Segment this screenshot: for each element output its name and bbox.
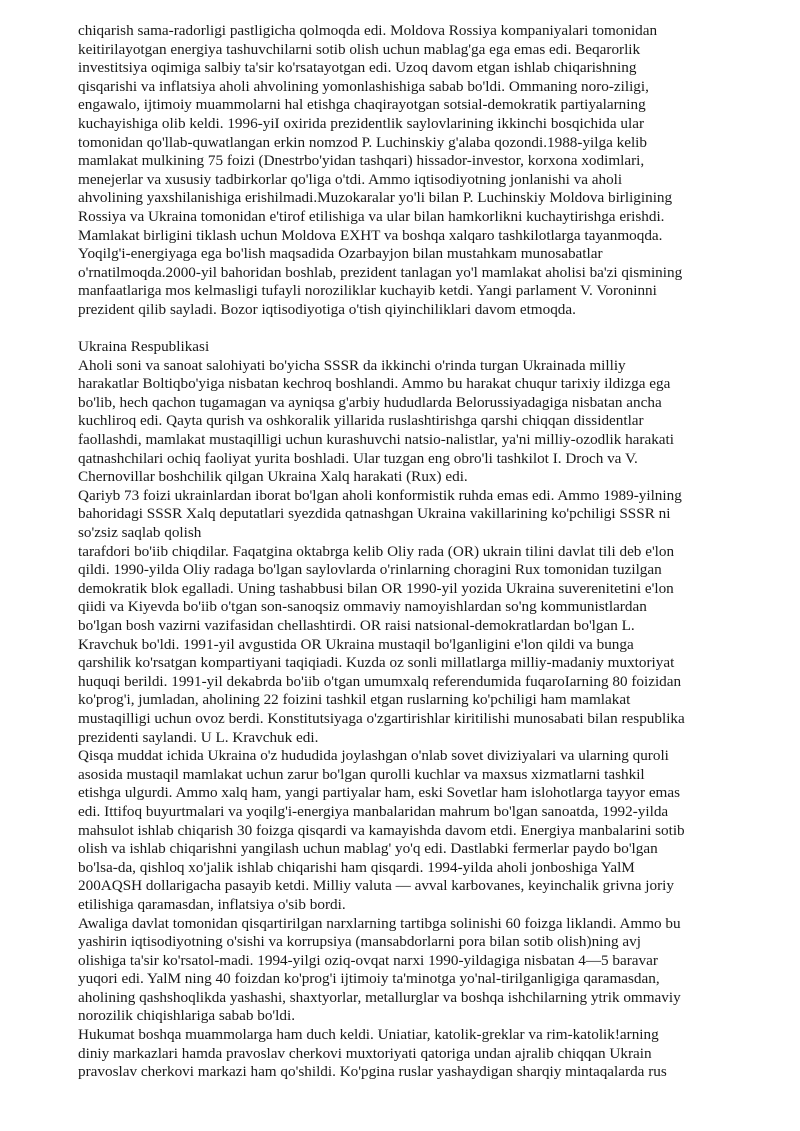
text-line: aholining qashshoqlikda yashashi, shaxtyorlar, metallurglar va boshqa ishchilarning ytrik ommaviy <box>78 988 681 1006</box>
text-line: olishiga ta'sir ko'rsatol-madi. 1994-yilgi oziq-ovqat narxi 1990-yildagiga nisbatan 4—5 baravar <box>78 951 658 969</box>
text-line: kuchliroq edi. Qayta qurish va oshkoralik yillarida ruslashtirishga qarshi chiqqan dissidentlar <box>78 412 644 430</box>
text-line: prezidenti saylandi. U L. Kravchuk edi. <box>78 728 319 746</box>
text-line: kuchayishiga olib keldi. 1996-yiI oxirida prezidentlik saylovlarining ikkinchi bosqichida ular <box>78 114 645 132</box>
text-line: faollashdi, mamlakat mustaqilligi uchun kurashuvchi natsio-nalistlar, ya'ni milliy-ozodlik harakati <box>78 431 674 449</box>
text-line: menejerlar va xususiy tadbirkorlar qo'liga o'tdi. Ammo iqtisodiyotning jonlanishi va aholi <box>78 170 623 188</box>
text-line: Rossiya va Ukraina tomonidan e'tirof etilishiga va ular bilan hamkorlikni kuchaytirishga erishdi. <box>78 207 665 225</box>
text-line: edi. Ittifoq buyurtmalari va yoqilg'i-energiya manbalaridan mahrum bo'lgan sanoatda, 1992-yilda <box>78 802 669 820</box>
text-line: etilishiga qaramasdan, inflatsiya o'sib bordi. <box>78 895 346 913</box>
text-line: Aholi soni va sanoat salohiyati bo'yicha SSSR da ikkinchi o'rinda turgan Ukrainada milliy <box>78 356 626 374</box>
text-line: mahsulot ishlab chiqarish 30 foizga qisqardi va kamayishda davom etdi. Energiya manbalarini sotib <box>78 821 685 839</box>
text-line: prezident qilib sayladi. Bozor iqtisodiyotiga o'tish qiyinchiliklari davom etmoqda. <box>78 300 576 318</box>
text-line: pravoslav cherkovi markazi ham qo'shildi. Ko'pgina ruslar yashaydigan sharqiy mintaqalarda rus <box>78 1063 667 1081</box>
text-line: mamlakat mulkining 75 foizi (Dnestrbo'yidan tashqari) hissador-investor, korxona xodimlari, <box>78 152 645 170</box>
text-line: yashirin iqtisodiyotning o'sishi va korrupsiya (mansabdorlarni pora bilan sotib olish)ning avj <box>78 933 641 951</box>
text-line: investitsiya oqimiga salbiy ta'sir ko'rsatayotgan edi. Uzoq davom etgan ishlab chiqarishning <box>78 59 637 77</box>
text-line: so'zsiz saqlab qolish <box>78 524 202 542</box>
text-line: 200AQSH dollarigacha pasayib ketdi. Milliy valuta — avval karbovanes, keyinchalik grivna joriy <box>78 877 674 895</box>
text-line: bo'lgan bosh vazirni vazifasidan chellashtirdi. OR raisi natsional-demokratlardan bo'lgan L. <box>78 617 635 634</box>
text-line: ahvolining yaxshilanishiga erishilmadi.Muzokaralar yo'li bilan P. Luchinskiy Moldova birligining <box>78 189 673 207</box>
text-line: norozilik chiqishlariga sabab bo'ldi. <box>78 1007 296 1025</box>
text-line: qiidi va Kiyevda bo'iib o'tgan son-sanoqsiz ommaviy namoyishlardan so'ng kommunistlardan <box>78 598 647 616</box>
text-line: etishga ulgurdi. Ammo xalq ham, yangi partiyalar ham, eski Sovetlar ham islohotlarga tayyor emas <box>78 784 681 802</box>
text-line: ko'prog'i, jumladan, aholining 22 foizini tashkil etgan ruslarning ko'pchiligi ham mamlakat <box>78 691 631 709</box>
text-line: bahoridagi SSSR Xalq deputatlari syezdida qatnashgan Ukraina vakillarining ko'pchiligi SSSR ni <box>78 505 671 523</box>
text-line: qarshilik ko'rsatgan kompartiyani taqiqiadi. Kuzda oz sonli millatlarga milliy-madaniy muxtoriyat <box>78 654 675 672</box>
text-line: Qisqa muddat ichida Ukraina o'z hududida joylashgan o'nlab sovet diviziyalari va ularning quroli <box>78 747 669 765</box>
text-line: manfaatlariga mos kelmasligi tufayli noroziliklar kuchayib ketdi. Yangi parlament V. Voroninni <box>78 282 657 300</box>
text-line: qisqarishi va inflatsiya aholi ahvolining yomonlashishiga sabab bo'ldi. Ommaning noro-ziligi, <box>78 77 649 95</box>
text-line: qatnashchilari ochiq faoliyat yurita boshladi. Ular tuzgan eng obro'li tashkilot I. Droch va V. <box>78 449 638 467</box>
text-line: olish va ishlab chiqarishni yangilash uchun mablag' yo'q edi. Dastlabki fermerlar paydo bo'lgan <box>78 840 658 858</box>
text-line: Hukumat boshqa muammolarga ham duch keldi. Uniatiar, katolik-greklar va rim-katolik!arning <box>78 1026 659 1044</box>
text-line: harakatlar Boltiqbo'yiga nisbatan kechroq boshlandi. Ammo bu harakat chuqur tarixiy ildizga ega <box>78 375 671 393</box>
text-line: Awaliga davlat tomonidan qisqartirilgan narxlarning tartibga solinishi 60 foizga liklandi. Ammo bu <box>78 914 681 932</box>
text-line: huquqi berildi. 1991-yil dekabrda bo'iib o'tgan umumxalq referendumida fuqaroIarning 80 foizidan <box>78 672 682 690</box>
text-line: diniy markazlari hamda pravoslav cherkovi muxtoriyati qatoriga undan ajralib chiqqan Ukrain <box>78 1044 652 1062</box>
text-line: tarafdori bo'iib chiqdilar. Faqatgina oktabrga kelib Oliy rada (OR) ukrain tilini davlat tili deb e'lon <box>78 542 675 560</box>
section-ukraina-text <box>78 357 730 1082</box>
text-line: Kravchuk bo'ldi. 1991-yil avgustida OR Ukraina mustaqil bo'lganligini e'lon qildi va bunga <box>78 635 634 653</box>
text-line: mustaqilligi uchun ovoz berdi. Konstitutsiyaga o'zgartirishlar kiritilishi munosabati bilan respublika <box>78 709 685 727</box>
text-line: Chernovillar boshchilik qilgan Ukraina Xalq harakati (Rux) edi. <box>78 468 468 486</box>
text-line: bo'lsa-da, qishloq xo'jalik ishlab chiqarishi ham qisqardi. 1994-yilda aholi jonboshiga YalM <box>78 858 635 876</box>
text-line: o'rnatilmoqda.2000-yil bahoridan boshlab, prezident tanlagan yo'l mamlakat aholisi ba'zi qismining <box>78 263 683 281</box>
text-line: qildi. 1990-yilda Oliy radaga bo'lgan saylovlarda o'rinlarning choragini Rux tomonidan tuzilgan <box>78 561 662 579</box>
text-line: Mamlakat birligini tiklash uchun Moldova EXHT va boshqa xalqaro tashkilotlarga tayanmoqda. <box>78 226 663 244</box>
section-heading: Ukraina Respublikasi <box>78 338 210 356</box>
text-line: tomonidan qo'llab-quwatlangan erkin nomzod P. Luchinskiy g'alaba qozondi.1988-yilga kelib <box>78 133 647 151</box>
text-line: Yoqilg'i-energiyaga ega bo'lish maqsadida Ozarbayjon bilan mustahkam munosabatlar <box>78 245 603 263</box>
text-line: demokratik blok egalladi. Uning tashabbusi bilan OR 1990-yil yozida Ukraina suverenitetini e'lon <box>78 579 674 597</box>
text-line: asosida mustaqil mamlakat uchun zarur bo'lgan qurolli kuchlar va maxsus xizmatlarni tashkil <box>78 765 645 783</box>
text-line: Qariyb 73 foizi ukrainlardan iborat bo'lgan aholi konformistik ruhda emas edi. Ammo 1989-yilning <box>78 486 682 504</box>
section-moldova-text <box>78 22 730 320</box>
text-line: yuqori edi. YalM ning 40 foizdan ko'prog'i ijtimoiy ta'minotga yo'nal-tirilganligiga qaramasdan, <box>78 970 660 988</box>
paragraph-gap <box>78 320 730 339</box>
text-line: engawalo, ijtimoiy muammolarni hal etishga chaqirayotgan sotsial-demokratik partiyalarning <box>78 96 646 114</box>
text-line: keitirilayotgan energiya tashuvchilarni sotib olish uchun mablag'ga ega emas edi. Beqarorlik <box>78 40 641 58</box>
text-line: chiqarish sama-radorligi pastligicha qolmoqda edi. Moldova Rossiya kompaniyalari tomonidan <box>78 22 658 39</box>
text-line: bo'lib, hech qachon tugamagan va ayniqsa g'arbiy hududlarda Belorussiyadagiga nisbatan ancha <box>78 393 662 411</box>
